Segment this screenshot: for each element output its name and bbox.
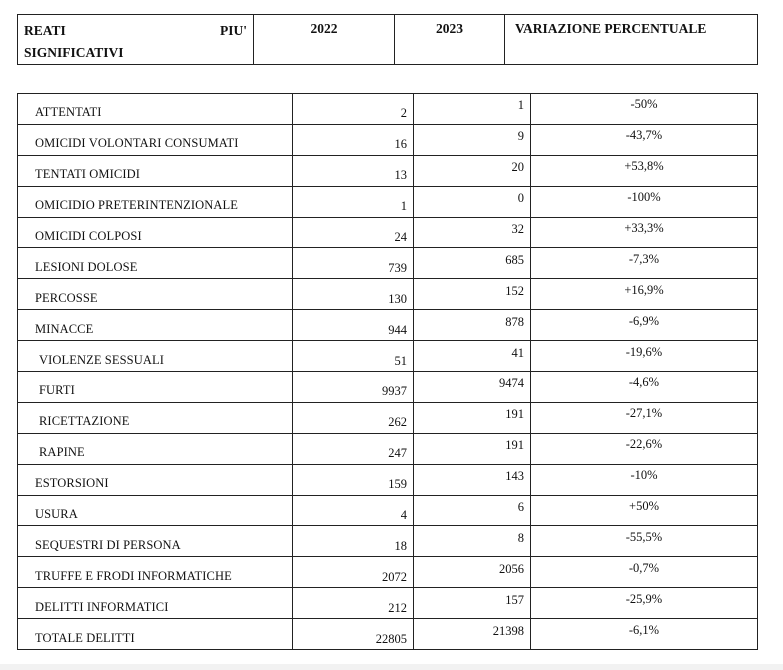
variation-cell: +16,9% (531, 279, 758, 310)
value-2022-cell: 130 (293, 279, 414, 310)
variation-cell: +33,3% (531, 217, 758, 248)
table-row (18, 619, 758, 650)
crime-name-cell: FURTI (18, 372, 293, 403)
table-row (18, 464, 758, 495)
crime-name-cell: OMICIDIO PRETERINTENZIONALE (18, 186, 293, 217)
value-2023-cell: 6 (414, 495, 531, 526)
table-row (18, 588, 758, 619)
value-2022-cell: 944 (293, 310, 414, 341)
crime-name-cell: SEQUESTRI DI PERSONA (18, 526, 293, 557)
value-2023-cell: 8 (414, 526, 531, 557)
value-2022-cell: 2 (293, 94, 414, 125)
table-row (18, 372, 758, 403)
crime-name-cell: TOTALE DELITTI (18, 619, 293, 650)
value-2023-cell: 685 (414, 248, 531, 279)
crime-name-cell: MINACCE (18, 310, 293, 341)
header-reati-cell (18, 15, 254, 65)
crime-name-cell: DELITTI INFORMATICI (18, 588, 293, 619)
value-2022-cell: 13 (293, 155, 414, 186)
table-row (18, 94, 758, 125)
value-2022-cell: 212 (293, 588, 414, 619)
value-2022-cell: 22805 (293, 619, 414, 650)
table-row (18, 341, 758, 372)
value-2022-cell: 262 (293, 402, 414, 433)
variation-cell: -4,6% (531, 372, 758, 403)
value-2023-cell: 9 (414, 124, 531, 155)
header-variazione: VARIAZIONE PERCENTUALE (505, 15, 758, 65)
value-2023-cell: 41 (414, 341, 531, 372)
value-2023-cell: 878 (414, 310, 531, 341)
variation-cell: -55,5% (531, 526, 758, 557)
header-2023: 2023 (395, 15, 505, 65)
crimes-table (17, 93, 758, 650)
value-2022-cell: 18 (293, 526, 414, 557)
value-2023-cell: 2056 (414, 557, 531, 588)
crime-name-cell: LESIONI DOLOSE (18, 248, 293, 279)
variation-cell: -6,1% (531, 619, 758, 650)
value-2022-cell: 4 (293, 495, 414, 526)
crime-name-cell: TENTATI OMICIDI (18, 155, 293, 186)
crime-name-cell: USURA (18, 495, 293, 526)
variation-cell: -43,7% (531, 124, 758, 155)
crime-name-cell: RICETTAZIONE (18, 402, 293, 433)
value-2023-cell: 1 (414, 94, 531, 125)
value-2023-cell: 32 (414, 217, 531, 248)
crime-name-cell: ATTENTATI (18, 94, 293, 125)
value-2023-cell: 20 (414, 155, 531, 186)
value-2022-cell: 1 (293, 186, 414, 217)
crime-name-cell: PERCOSSE (18, 279, 293, 310)
header-2022: 2022 (254, 15, 395, 65)
table-row (18, 557, 758, 588)
value-2023-cell: 0 (414, 186, 531, 217)
variation-cell: -6,9% (531, 310, 758, 341)
table-row (18, 433, 758, 464)
header-row (18, 15, 758, 65)
variation-cell: -19,6% (531, 341, 758, 372)
table-row (18, 217, 758, 248)
value-2022-cell: 2072 (293, 557, 414, 588)
variation-cell: +50% (531, 495, 758, 526)
table-row (18, 186, 758, 217)
value-2023-cell: 157 (414, 588, 531, 619)
value-2022-cell: 16 (293, 124, 414, 155)
value-2023-cell: 9474 (414, 372, 531, 403)
value-2022-cell: 739 (293, 248, 414, 279)
table-row (18, 402, 758, 433)
variation-cell: -0,7% (531, 557, 758, 588)
header-table (17, 14, 758, 65)
crimes-table-body (18, 94, 758, 650)
variation-cell: -10% (531, 464, 758, 495)
value-2022-cell: 24 (293, 217, 414, 248)
table-row (18, 526, 758, 557)
crime-name-cell: OMICIDI VOLONTARI CONSUMATI (18, 124, 293, 155)
variation-cell: +53,8% (531, 155, 758, 186)
variation-cell: -22,6% (531, 433, 758, 464)
table-row (18, 124, 758, 155)
header-piu-label: PIU' (220, 23, 247, 38)
table-row (18, 248, 758, 279)
value-2023-cell: 21398 (414, 619, 531, 650)
value-2022-cell: 247 (293, 433, 414, 464)
crime-name-cell: VIOLENZE SESSUALI (18, 341, 293, 372)
value-2022-cell: 159 (293, 464, 414, 495)
variation-cell: -50% (531, 94, 758, 125)
table-row (18, 495, 758, 526)
value-2023-cell: 191 (414, 402, 531, 433)
variation-cell: -100% (531, 186, 758, 217)
value-2022-cell: 9937 (293, 372, 414, 403)
value-2023-cell: 143 (414, 464, 531, 495)
variation-cell: -25,9% (531, 588, 758, 619)
table-row (18, 310, 758, 341)
header-significativi-label: SIGNIFICATIVI (24, 45, 124, 60)
crime-name-cell: OMICIDI COLPOSI (18, 217, 293, 248)
page-bottom-strip (0, 664, 783, 670)
table-row (18, 155, 758, 186)
value-2023-cell: 191 (414, 433, 531, 464)
variation-cell: -7,3% (531, 248, 758, 279)
table-row (18, 279, 758, 310)
header-reati-label: REATI (24, 23, 66, 38)
variation-cell: -27,1% (531, 402, 758, 433)
value-2023-cell: 152 (414, 279, 531, 310)
crime-name-cell: ESTORSIONI (18, 464, 293, 495)
value-2022-cell: 51 (293, 341, 414, 372)
crime-name-cell: RAPINE (18, 433, 293, 464)
crime-name-cell: TRUFFE E FRODI INFORMATICHE (18, 557, 293, 588)
